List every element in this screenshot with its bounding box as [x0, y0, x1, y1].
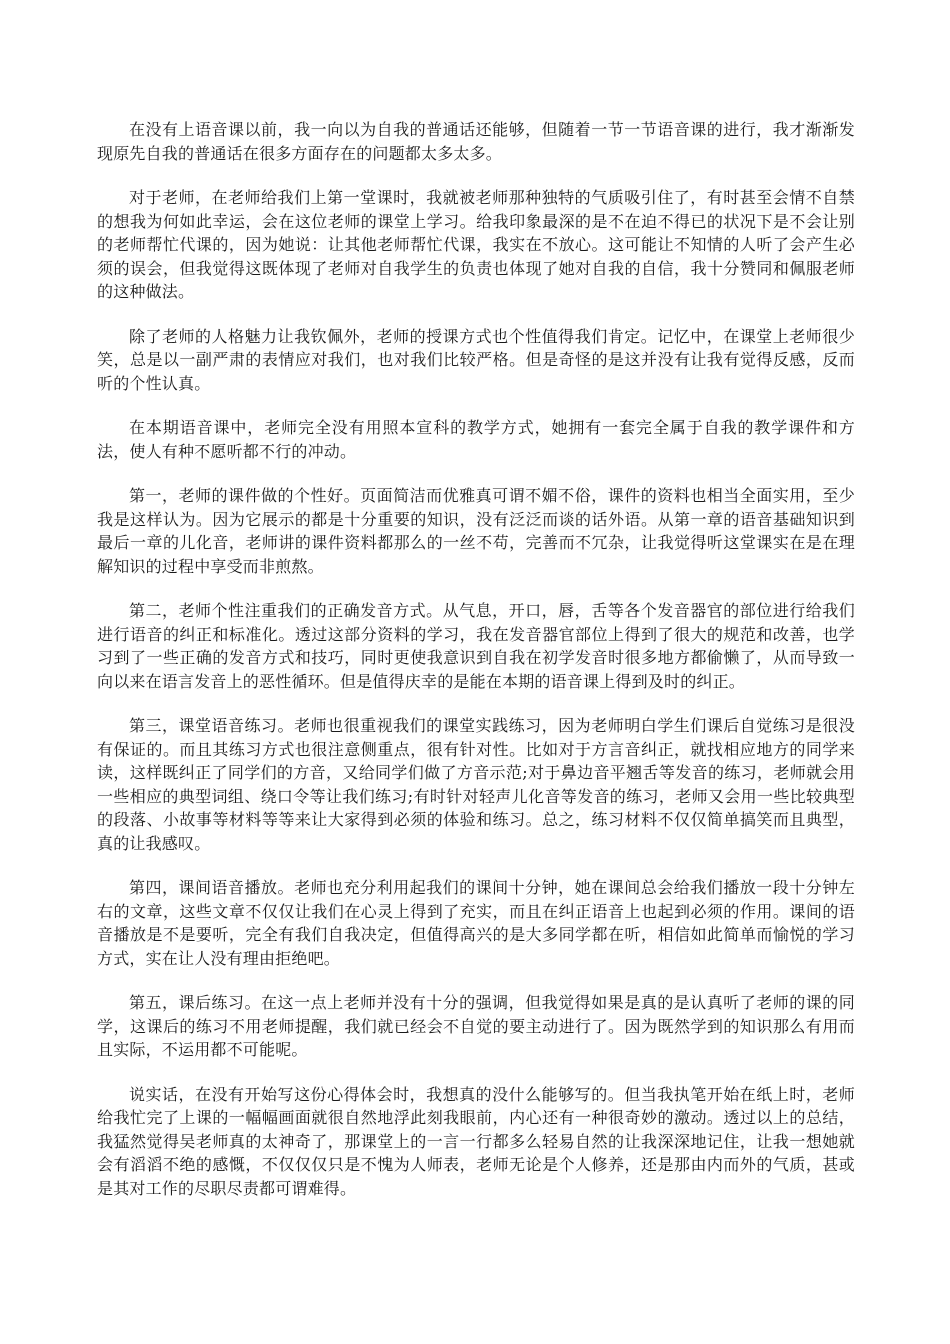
paragraph-1: 在没有上语音课以前，我一向以为自我的普通话还能够，但随着一节一节语音课的进行，我才渐渐发现原先自我的普通话在很多方面存在的问题都太多太多。 — [97, 120, 855, 163]
paragraph-10: 说实话，在没有开始写这份心得体会时，我想真的没什么能够写的。但当我执笔开始在纸上时，老师给我忙完了上课的一幅幅画面就很自然地浮此刻我眼前，内心还有一种很奇妙的激动。透过以上的总结，我猛然觉得吴老师真的太神奇了，那课堂上的一言一行都多么轻易自然的让我深深地记住，让我一想她就会有滔滔不绝的感慨，不仅仅仅只是不愧为人师表，老师无论是个人修养，还是那由内而外的气质，甚或是其对工作的尽职尽责都可谓难得。 — [97, 1084, 855, 1198]
paragraph-3: 除了老师的人格魅力让我钦佩外，老师的授课方式也个性值得我们肯定。记忆中，在课堂上老师很少笑，总是以一副严肃的表情应对我们，也对我们比较严格。但是奇怪的是这并没有让我有觉得反感，反而听的个性认真。 — [97, 326, 855, 393]
document-body — [97, 118, 855, 1221]
paragraph-7: 第三，课堂语音练习。老师也很重视我们的课堂实践练习，因为老师明白学生们课后自觉练习是很没有保证的。而且其练习方式也很注意侧重点，很有针对性。比如对于方言音纠正，就找相应地方的同学来读，这样既纠正了同学们的方音，又给同学们做了方音示范;对于鼻边音平翘舌等发音的练习，老师就会用一些相应的典型词组、绕口令等让我们练习;有时针对轻声儿化音等发音的练习，老师又会用一些比较典型的段落、小故事等材料等等来让大家得到必须的体验和练习。总之，练习材料不仅仅简单搞笑而且典型，真的让我感叹。 — [97, 716, 855, 853]
paragraph-8: 第四，课间语音播放。老师也充分利用起我们的课间十分钟，她在课间总会给我们播放一段十分钟左右的文章，这些文章不仅仅让我们在心灵上得到了充实，而且在纠正语音上也起到必须的作用。课间的语音播放是不是要听，完全有我们自我决定，但值得高兴的是大多同学都在听，相信如此简单而愉悦的学习方式，实在让人没有理由拒绝吧。 — [97, 878, 855, 968]
paragraph-4: 在本期语音课中，老师完全没有用照本宣科的教学方式，她拥有一套完全属于自我的教学课件和方法，使人有种不愿听都不行的冲动。 — [97, 418, 855, 461]
paragraph-6: 第二，老师个性注重我们的正确发音方式。从气息，开口，唇，舌等各个发音器官的部位进行给我们进行语音的纠正和标准化。透过这部分资料的学习，我在发音器官部位上得到了很大的规范和改善，也学习到了一些正确的发音方式和技巧，同时更使我意识到自我在初学发音时很多地方都偷懒了，从而导致一向以来在语言发音上的恶性循环。但是值得庆幸的是能在本期的语音课上得到及时的纠正。 — [97, 601, 855, 691]
paragraph-2: 对于老师，在老师给我们上第一堂课时，我就被老师那种独特的气质吸引住了，有时甚至会情不自禁的想我为何如此幸运，会在这位老师的课堂上学习。给我印象最深的是不在迫不得已的状况下是不会让别的老师帮忙代课的，因为她说：让其他老师帮忙代课，我实在不放心。这可能让不知情的人听了会产生必须的误会，但我觉得这既体现了老师对自我学生的负责也体现了她对自我的自信，我十分赞同和佩服老师的这种做法。 — [97, 188, 855, 301]
paragraph-5: 第一，老师的课件做的个性好。页面简洁而优雅真可谓不媚不俗，课件的资料也相当全面实用，至少我是这样认为。因为它展示的都是十分重要的知识，没有泛泛而谈的话外语。从第一章的语音基础知识到最后一章的儿化音，老师讲的课件资料都那么的一丝不苟，完善而不冗杂，让我觉得听这堂课实在是在理解知识的过程中享受而非煎熬。 — [97, 486, 855, 576]
paragraph-9: 第五，课后练习。在这一点上老师并没有十分的强调，但我觉得如果是真的是认真听了老师的课的同学，这课后的练习不用老师提醒，我们就已经会不自觉的要主动进行了。因为既然学到的知识那么有用而且实际，不运用都不可能呢。 — [97, 993, 855, 1059]
